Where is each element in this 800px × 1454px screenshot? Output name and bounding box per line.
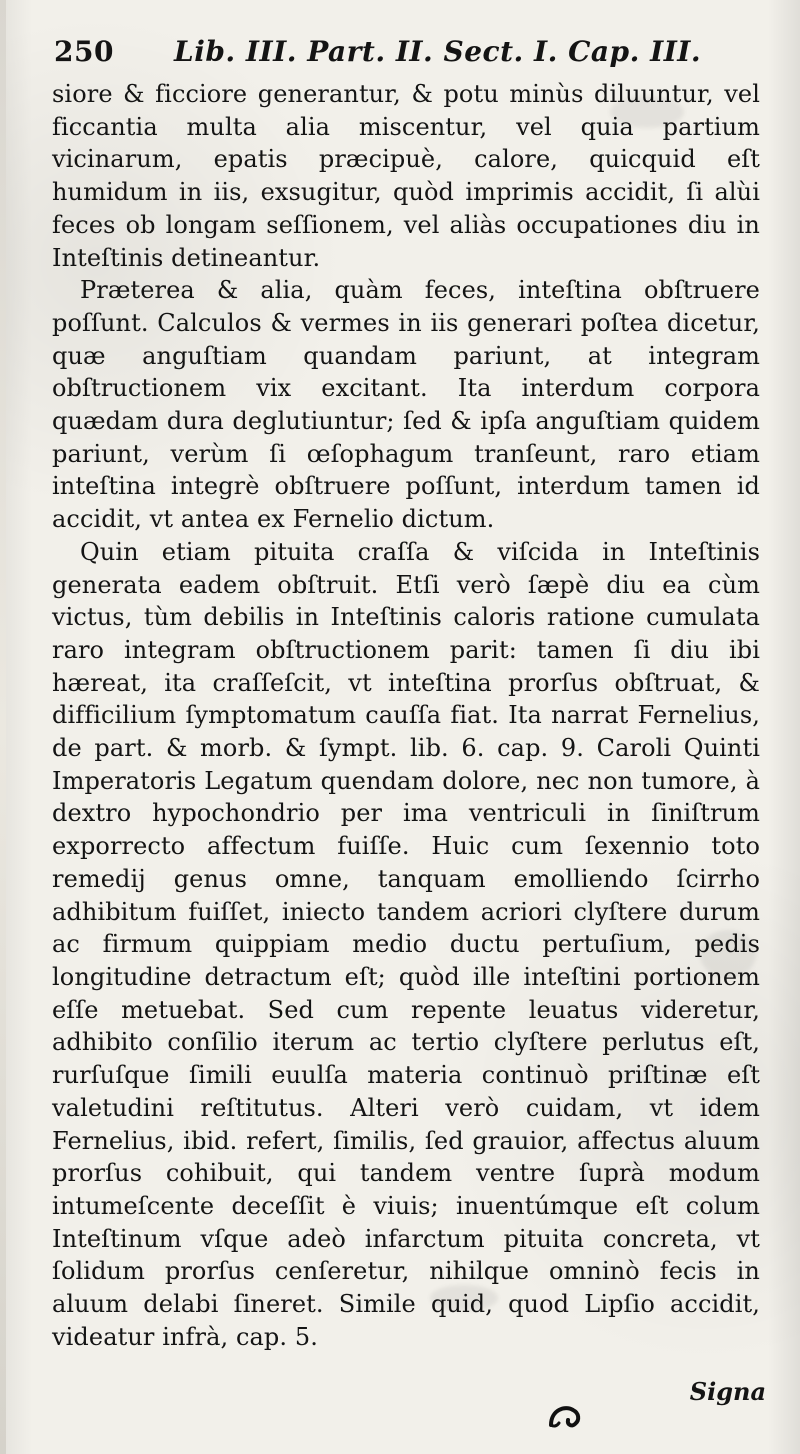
paper-stain — [430, 1285, 498, 1311]
catchword: Signa — [689, 1377, 766, 1406]
page-number: 250 — [54, 35, 114, 68]
page-edge-shadow — [0, 0, 6, 1454]
page-header — [52, 30, 760, 74]
paragraph-1: siore & ficciore generantur, & potu minùs diluuntur, vel ficcantia multa alia miscentur, vel quia partium vicinarum, epatis præcipuè, calore, quicquid eſt humidum in iis, exsugitur, quòd imprimis accidit, ſi alùi feces ob longam seſſionem, vel aliàs occupationes diu in Inteſtinis detineantur. — [52, 80, 760, 272]
running-head: Lib. III. Part. II. Sect. I. Cap. III. — [174, 35, 702, 68]
flourish-icon — [548, 1402, 584, 1434]
body-text — [52, 78, 760, 1353]
paragraph-2: Præterea & alia, quàm feces, inteſtina obſtruere poſſunt. Calculos & vermes in iis generari poſtea dicetur, quæ anguſtiam quandam pariunt, at integram obſtructionem vix excitant. Ita interdum corpora quædam dura deglutiuntur; ſed & ipſa anguſtiam quidem pariunt, verùm ſi œſophagum tranſeunt, raro etiam inteſtina integrè obſtruere poſſunt, interdum tamen id accidit, vt antea ex Fernelio dictum. — [52, 276, 760, 534]
paper-stain — [700, 930, 756, 978]
paper-stain — [610, 96, 684, 128]
paragraph-3: Quin etiam pituita craſſa & viſcida in Inteſtinis generata eadem obſtruit. Etſi verò ſæpè diu ea cùm victus, tùm debilis in Inteſtinis caloris ratione cumulata raro integram obſtructionem parit: tamen ſi diu ibi hæreat, ita craſſeſcit, vt inteſtina prorſus obſtruat, & difficilium ſymptomatum cauſſa fiat. Ita narrat Fernelius, de part. & morb. & ſympt. lib. 6. cap. 9. Caroli Quinti Imperatoris Legatum quendam dolore, nec non tumore, à dextro hypochondrio per ima ventriculi in ſiniſtrum exporrecto affectum fuiſſe. Huic cum ſexennio toto remedij genus omne, tanquam emolliendo ſcirrho adhibitum fuiſſet, iniecto tandem acriori clyſtere durum ac firmum quippiam medio ductu pertuſium, pedis longitudine detractum eſt; quòd ille inteſtini portionem eſſe metuebat. Sed cum repente leuatus videretur, adhibito conſilio iterum ac tertio clyſtere perlutus eſt, rurſuſque ſimili euulſa materia continuò priſtinæ eſt valetudini reſtitutus. Alteri verò cuidam, vt idem Fernelius, ibid. refert, ſimilis, ſed grauior, affectus aluum prorſus cohibuit, qui tandem ventre ſuprà modum intumeſcente deceſſit è viuis; inuentúmque eſt colum Inteſtinum vſque adeò infarctum pituita concreta, vt ſolidum prorſus cenſeretur, nihilque omninò fecis in aluum delabi ſineret. Simile quid, quod Lipſio accidit, videatur infrà, cap. 5. — [52, 537, 760, 1351]
